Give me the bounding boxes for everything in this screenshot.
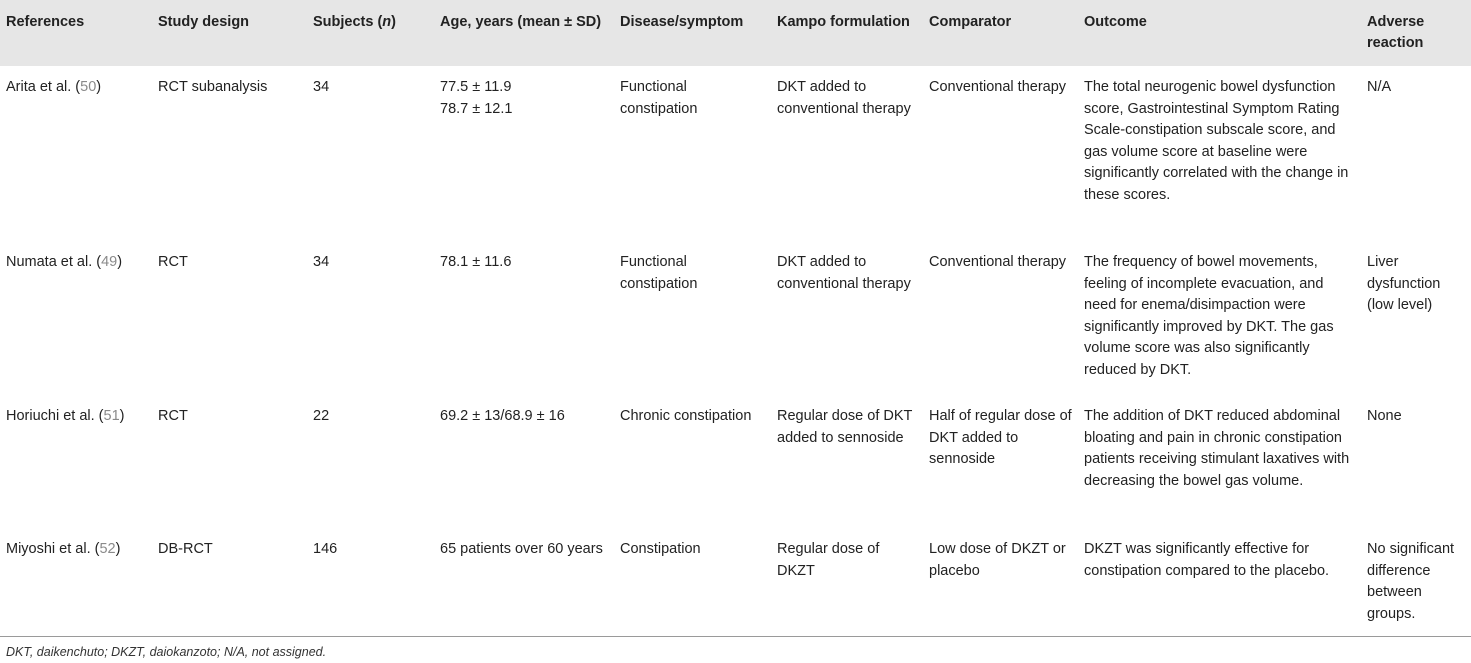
table-footnote: DKT, daikenchuto; DKZT, daiokanzoto; N/A, not assigned. <box>6 645 327 659</box>
header-adverse: Adverse reaction <box>1367 14 1425 51</box>
cell-comparator: Low dose of DKZT or placebo <box>929 541 1066 579</box>
cell-design: RCT <box>158 408 188 424</box>
cell-kampo: DKT added to conventional therapy <box>777 79 911 117</box>
cell-subjects: 34 <box>313 79 330 95</box>
cell-reference: Numata et al. (49) <box>6 254 123 270</box>
cell-disease: Constipation <box>620 541 701 557</box>
cell-reference: Miyoshi et al. (52) <box>6 541 121 557</box>
cell-subjects: 22 <box>313 408 330 424</box>
cell-disease: Functional constipation <box>620 254 698 292</box>
header-comparator: Comparator <box>929 14 1012 30</box>
header-references: References <box>6 14 85 30</box>
header-outcome: Outcome <box>1084 14 1147 30</box>
cell-design: RCT <box>158 254 188 270</box>
header-disease: Disease/symptom <box>620 14 744 30</box>
reference-link[interactable]: 50 <box>80 79 97 95</box>
cell-kampo: DKT added to conventional therapy <box>777 254 911 292</box>
cell-outcome: The frequency of bowel movements, feeling of incomplete evacuation, and need for enema/disimpaction were significantly improved by DKT. The gas volume score was also significantly reduced by DKT. <box>1084 254 1334 378</box>
table-row <box>0 66 1471 241</box>
cell-disease: Chronic constipation <box>620 408 752 424</box>
cell-kampo: Regular dose of DKZT <box>777 541 880 579</box>
cell-reference: Horiuchi et al. (51) <box>6 408 125 424</box>
cell-comparator: Half of regular dose of DKT added to sennoside <box>929 408 1072 467</box>
table-row <box>0 395 1471 528</box>
cell-subjects: 146 <box>313 541 338 557</box>
cell-comparator: Conventional therapy <box>929 79 1067 95</box>
cell-design: DB-RCT <box>158 541 213 557</box>
cell-disease: Functional constipation <box>620 79 698 117</box>
cell-outcome: DKZT was significantly effective for constipation compared to the placebo. <box>1084 541 1330 579</box>
cell-age: 65 patients over 60 years <box>440 541 603 557</box>
cell-comparator: Conventional therapy <box>929 254 1067 270</box>
cell-age: 77.5 ± 11.9 78.7 ± 12.1 <box>440 79 513 117</box>
cell-outcome: The addition of DKT reduced abdominal bloating and pain in chronic constipation patients receiving stimulant laxatives with decreasing the bowel gas volume. <box>1084 408 1350 489</box>
cell-age: 69.2 ± 13/68.9 ± 16 <box>440 408 565 424</box>
header-row <box>0 0 1471 66</box>
cell-adverse: No significant difference between groups. <box>1367 541 1455 622</box>
cell-kampo: Regular dose of DKT added to sennoside <box>777 408 913 446</box>
reference-link[interactable]: 51 <box>103 408 120 424</box>
cell-reference: Arita et al. (50) <box>6 79 102 95</box>
reference-link[interactable]: 49 <box>101 254 118 270</box>
cell-design: RCT subanalysis <box>158 79 268 95</box>
cell-adverse: None <box>1367 408 1402 424</box>
header-subjects: Subjects (n) <box>313 14 396 30</box>
header-study-design: Study design <box>158 14 250 30</box>
table-row <box>0 528 1471 626</box>
cell-adverse: N/A <box>1367 79 1392 95</box>
table-bottom-rule <box>0 636 1471 637</box>
header-age: Age, years (mean ± SD) <box>440 14 602 30</box>
table-row <box>0 241 1471 395</box>
header-kampo: Kampo formulation <box>777 14 910 30</box>
cell-subjects: 34 <box>313 254 330 270</box>
reference-link[interactable]: 52 <box>99 541 116 557</box>
cell-outcome: The total neurogenic bowel dysfunction score, Gastrointestinal Symptom Rating Scale-constipation subscale score, and gas volume score at baseline were significantly correlated with the change in these scores. <box>1084 79 1349 203</box>
cell-adverse: Liver dysfunction (low level) <box>1367 254 1441 313</box>
cell-age: 78.1 ± 11.6 <box>440 254 512 270</box>
